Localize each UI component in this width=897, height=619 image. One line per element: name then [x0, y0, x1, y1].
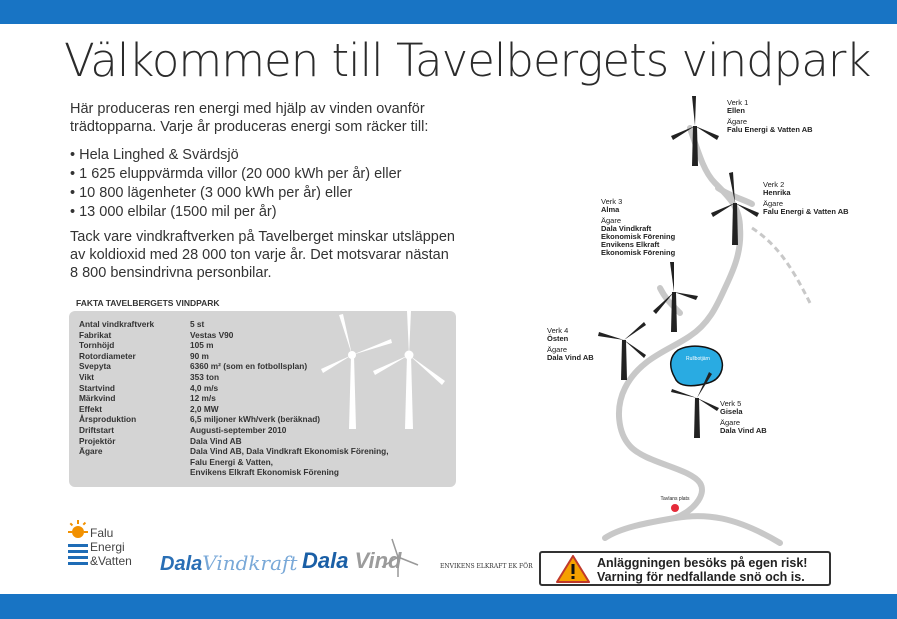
fact-value: Augusti-september 2010 [190, 425, 287, 435]
facts-title: FAKTA TAVELBERGETS VINDPARK [76, 298, 220, 308]
map-road [675, 516, 780, 543]
lake-label: Rullbotjärn [686, 356, 710, 362]
list-item: • 13 000 elbilar (1500 mil per år) [70, 203, 402, 222]
verk-4-label: Verk 4 Östen Ägare Dala Vind AB [547, 326, 594, 362]
list-item: • 10 800 lägenheter (3 000 kWh per år) eller [70, 184, 402, 203]
fact-label: Tornhöjd [79, 340, 115, 351]
co2-text: Tack vare vindkraftverken på Tavelberget minskar utsläppen av koldioxid med 28 000 ton varje år. Det motsvarar nästan 8 800 bensindrivna personbilar. [70, 229, 455, 281]
parking-label: Tavlans plats [660, 496, 690, 502]
verk-1-label: Verk 1 Ellen Ägare Falu Energi & Vatten AB [727, 98, 813, 134]
bottom-banner-stripe [0, 594, 897, 619]
fact-value: 12 m/s [190, 393, 216, 404]
fact-value: Dala Vind AB, Dala Vindkraft Ekonomisk Förening, [190, 446, 389, 457]
fact-value: Dala Vind AB [190, 435, 242, 446]
verk-5-label: Verk 5 Gisela Ägare Dala Vind AB [720, 399, 767, 435]
map-road [605, 518, 675, 538]
fact-label: Vikt [79, 372, 95, 382]
map-road [660, 288, 680, 313]
fact-label: Fabrikat [79, 329, 112, 340]
list-item: • Hela Linghed & Svärdsjö [70, 146, 402, 165]
fact-label: Rotordiameter [79, 350, 136, 361]
falu-logo-text: Falu [90, 526, 114, 540]
fact-label: Effekt [79, 403, 103, 414]
warning-sign [539, 551, 831, 586]
park-map [540, 88, 840, 548]
dala-vind-turbine-icon [378, 537, 428, 577]
fact-label: Märkvind [79, 393, 116, 404]
fact-value: 105 m [190, 340, 214, 351]
list-item: • 1 625 eluppvärmda villor (20 000 kWh per år) eller [70, 165, 402, 184]
fact-value: Falu Energi & Vatten, [190, 456, 273, 467]
falu-energi-logo [68, 520, 158, 575]
fact-value: Vestas V90 [190, 329, 234, 340]
parking-marker [671, 504, 679, 512]
fact-value: 4,0 m/s [190, 382, 219, 393]
dala-vind-logo: Dala Vind [302, 548, 402, 573]
fact-label: Startvind [79, 382, 115, 393]
fact-label: Driftstart [79, 425, 115, 435]
envikens-logo: ENVIKENS ELKRAFT EK FÖR [440, 563, 533, 570]
intro-text: Här produceras ren energi med hjälp av vinden ovanför trädtopparna. Varje år produceras energi som räcker till: [70, 101, 429, 135]
fact-label: Ägare [79, 446, 103, 457]
top-banner-stripe [0, 0, 897, 24]
fact-label: Projektör [79, 435, 116, 446]
fact-value: 6360 m² (som en fotbollsplan) [190, 361, 308, 372]
fact-label: Svepyta [79, 361, 111, 372]
fact-value: 353 ton [190, 372, 220, 382]
turbine-marker-3 [653, 262, 698, 332]
falu-logo-text: &Vatten [90, 554, 132, 568]
dala-vindkraft-logo: DalaVindkraft [160, 551, 298, 575]
facts-box [69, 311, 456, 487]
warning-text: Anläggningen besöks på egen risk! Varning för nedfallande snö och is. [597, 556, 808, 584]
fact-label: Årsproduktion [79, 414, 137, 425]
verk-2-label: Verk 2 Henrika Ägare Falu Energi & Vatten AB [763, 180, 849, 216]
fact-label: Antal vindkraftverk [79, 319, 155, 329]
page-title: Välkommen till Tavelbergets vindpark [64, 34, 871, 87]
fact-value: Envikens Elkraft Ekonomisk Förening [190, 467, 339, 478]
verk-3-label: Verk 3 Alma Ägare Dala Vindkraft Ekonomisk Förening Envikens Elkraft Ekonomisk Förening [601, 197, 676, 257]
turbine-marker-1 [671, 96, 719, 166]
lake-shape [671, 346, 723, 386]
falu-logo-text: Energi [90, 540, 125, 554]
wind-turbine-icon [321, 311, 451, 431]
fact-value: 5 st [190, 319, 205, 329]
map-path-dashed [752, 228, 810, 303]
fact-value: 2,0 MW [190, 403, 219, 414]
warning-triangle-icon [556, 555, 590, 583]
fact-value: 90 m [190, 350, 209, 361]
fact-value: 6,5 miljoner kWh/verk (beräknad) [190, 414, 321, 425]
map-road [619, 128, 740, 518]
energy-bullet-list [70, 146, 402, 222]
